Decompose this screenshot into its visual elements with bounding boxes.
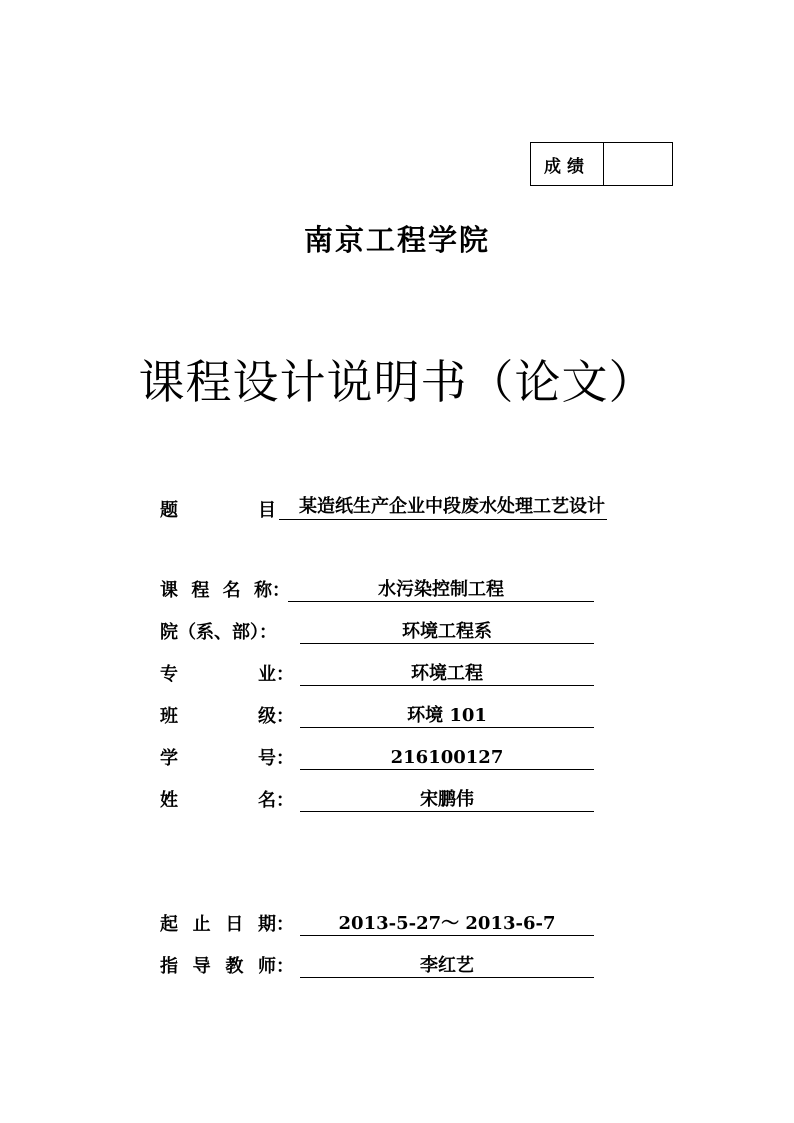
label-colon: ：	[276, 748, 294, 769]
field-advisor	[160, 952, 594, 978]
field-label	[160, 576, 300, 602]
label-colon: ：	[276, 664, 294, 685]
field-course-name	[160, 576, 594, 602]
field-label	[160, 786, 300, 812]
field-value: 2013-5-27～ 2013-6-7	[300, 913, 594, 936]
label-char: 业	[258, 664, 276, 685]
field-major	[160, 660, 594, 686]
field-label: 院（系、部）：	[160, 622, 277, 643]
label-char: 师	[257, 956, 276, 977]
document-title: 课程设计说明书（论文）	[138, 355, 656, 409]
label-char: 班	[160, 706, 178, 727]
label-char: 指	[160, 956, 178, 977]
label-char: 程	[191, 580, 210, 601]
school-name: 南京工程学院	[303, 223, 490, 257]
field-value: 李红艺	[300, 955, 594, 978]
field-student-id	[160, 744, 594, 770]
label-char: 名	[258, 790, 276, 811]
field-value: 环境工程	[300, 663, 594, 686]
field-value: 环境 101	[300, 705, 594, 728]
field-value: 216100127	[300, 747, 594, 770]
field-value: 水污染控制工程	[288, 579, 594, 602]
label-char: 日	[225, 914, 244, 935]
field-label	[160, 660, 300, 686]
grade-label: 成绩	[531, 143, 604, 185]
topic-label-first: 题	[160, 500, 178, 521]
label-char: 期	[257, 914, 276, 935]
label-char: 课	[160, 580, 178, 601]
label-colon: ：	[276, 790, 294, 811]
field-date-range	[160, 910, 594, 936]
topic-value: 某造纸生产企业中段废水处理工艺设计	[279, 496, 607, 520]
grade-box	[530, 142, 673, 186]
label-char: 名	[222, 580, 241, 601]
field-value: 环境工程系	[300, 621, 594, 644]
label-char: 起	[160, 914, 178, 935]
label-char: 教	[225, 956, 244, 977]
label-colon: ：	[276, 956, 294, 977]
field-name	[160, 786, 594, 812]
field-label	[160, 952, 300, 978]
label-char: 称	[253, 580, 272, 601]
label-colon: ：	[276, 914, 294, 935]
field-department	[160, 618, 594, 644]
grade-value-cell[interactable]	[604, 143, 672, 185]
label-char: 导	[192, 956, 211, 977]
label-char: 号	[258, 748, 276, 769]
field-value: 宋鹏伟	[300, 789, 594, 812]
label-colon: ：	[276, 706, 294, 727]
label-char: 姓	[160, 790, 178, 811]
field-label	[160, 744, 300, 770]
label-char: 专	[160, 664, 178, 685]
field-label	[160, 910, 300, 936]
field-label	[160, 702, 300, 728]
label-char: 级	[258, 706, 276, 727]
label-char: 学	[160, 748, 178, 769]
field-class	[160, 702, 594, 728]
label-char: 止	[192, 914, 211, 935]
topic-label-second: 目	[258, 500, 276, 521]
label-colon: ：	[272, 580, 290, 601]
